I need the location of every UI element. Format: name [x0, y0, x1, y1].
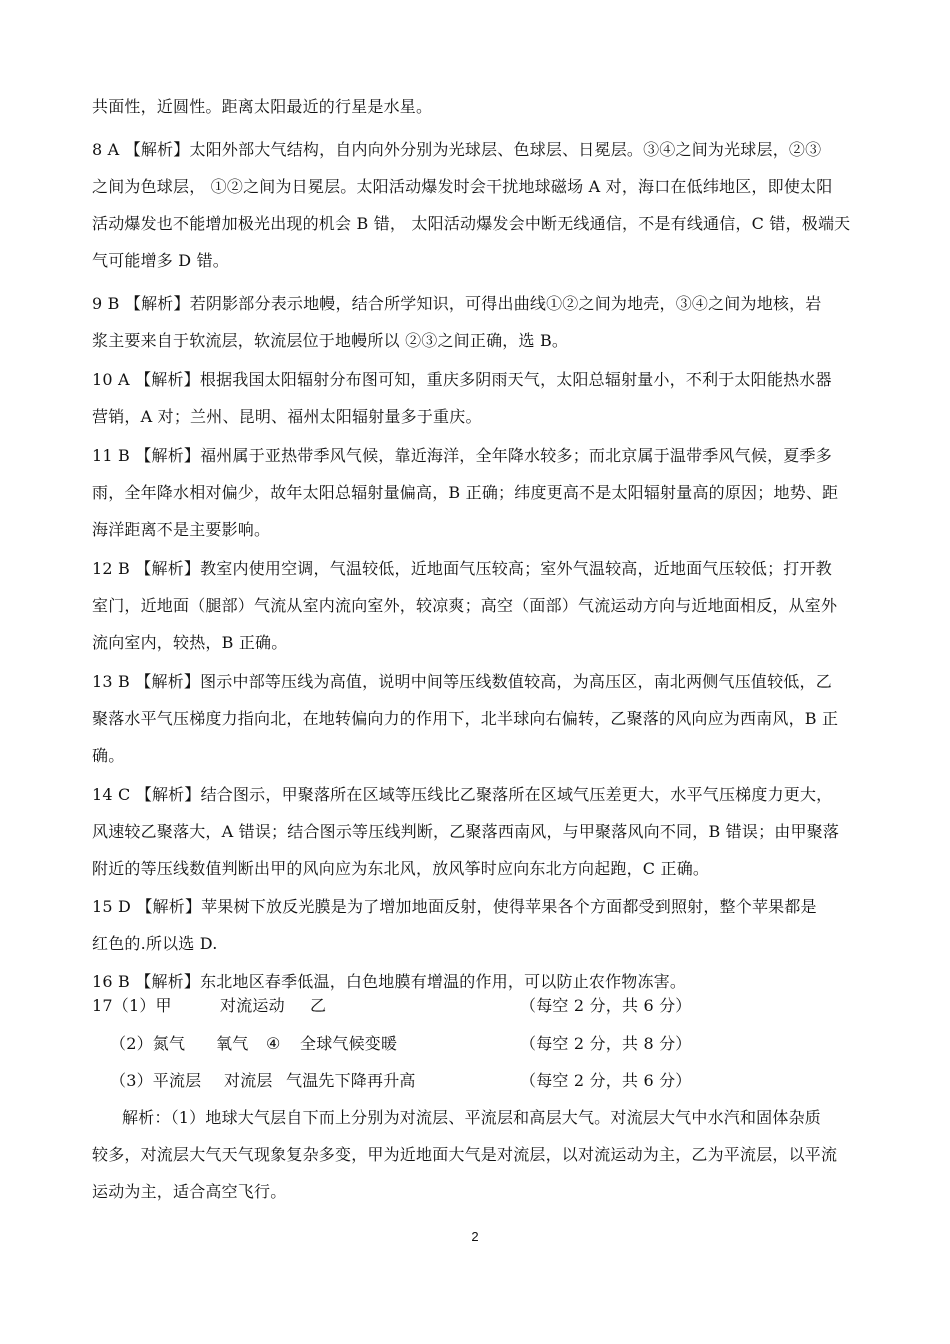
- q17-row-1: [92, 996, 872, 1016]
- q17-row-2-c: 全球气候变暖: [300, 1034, 398, 1053]
- text-line: 共面性，近圆性。距离太阳最近的行星是水星。: [92, 97, 433, 116]
- text-line: 14 C 【解析】结合图示，甲聚落所在区域等压线比乙聚落所在区域气压差更大，水平气压梯度力更大，: [92, 785, 833, 804]
- q17-row-2: [110, 1034, 890, 1054]
- q17-analysis-line-2: 较多，对流层大气天气现象复杂多变，甲为近地面大气是对流层，以对流运动为主，乙为平流层，以平流: [92, 1145, 838, 1164]
- text-line: 聚落水平气压梯度力指向北，在地转偏向力的作用下，北半球向右偏转，乙聚落的风向应为西南风，B 正: [92, 709, 839, 728]
- text-line: 浆主要来自于软流层，软流层位于地幔所以 ②③之间正确，选 B。: [92, 331, 569, 350]
- q17-row-2-score: （每空 2 分，共 8 分）: [520, 1034, 692, 1053]
- q17-row-3-a: 对流层: [224, 1071, 273, 1090]
- q17-row-3: [110, 1071, 890, 1091]
- text-line: 9 B 【解析】若阴影部分表示地幔，结合所学知识，可得出曲线①②之间为地壳，③④之间为地核，岩: [92, 294, 822, 313]
- q17-row-3-b: 气温先下降再升高: [286, 1071, 416, 1090]
- q17-row-3-score: （每空 2 分，共 6 分）: [520, 1071, 692, 1090]
- q17-row-2-label: （2）氮气: [110, 1034, 186, 1053]
- q17-row-1-b: 乙: [310, 996, 327, 1015]
- text-line: 风速较乙聚落大，A 错误；结合图示等压线判断，乙聚落西南风，与甲聚落风向不同，B 错误；由甲聚落: [92, 822, 840, 841]
- q17-analysis-line-1: 解析：（1）地球大气层自下而上分别为对流层、平流层和高层大气。对流层大气中水汽和固体杂质: [122, 1108, 821, 1127]
- text-line: 附近的等压线数值判断出甲的风向应为东北风，放风筝时应向东北方向起跑，C 正确。: [92, 859, 710, 878]
- text-line: 流向室内，较热，B 正确。: [92, 633, 288, 652]
- q17-row-1-score: （每空 2 分，共 6 分）: [520, 996, 692, 1015]
- text-line: 气可能增多 D 错。: [92, 251, 230, 270]
- text-line: 10 A 【解析】根据我国太阳辐射分布图可知，重庆多阴雨天气，太阳总辐射量小，不利于太阳能热水器: [92, 370, 832, 389]
- q17-row-2-b: ④: [266, 1034, 281, 1053]
- q17-analysis-line-3: 运动为主，适合高空飞行。: [92, 1182, 287, 1201]
- q17-row-3-label: （3）平流层: [110, 1071, 202, 1090]
- text-line: 营销，A 对；兰州、昆明、福州太阳辐射量多于重庆。: [92, 407, 482, 426]
- q17-row-2-a: 氧气: [216, 1034, 249, 1053]
- text-line: 海洋距离不是主要影响。: [92, 520, 271, 539]
- text-line: 8 A 【解析】太阳外部大气结构，自内向外分别为光球层、色球层、日冕层。③④之间为光球层，②③: [92, 140, 822, 159]
- text-line: 16 B 【解析】东北地区春季低温，白色地膜有增温的作用，可以防止农作物冻害。: [92, 972, 687, 991]
- text-line: 确。: [92, 746, 125, 765]
- text-line: 活动爆发也不能增加极光出现的机会 B 错， 太阳活动爆发会中断无线通信，不是有线通信，C 错，极端天: [92, 214, 851, 233]
- q17-row-1-a: 对流运动: [220, 996, 285, 1015]
- text-line: 12 B 【解析】教室内使用空调，气温较低，近地面气压较高；室外气温较高，近地面气压较低；打开教: [92, 559, 832, 578]
- text-line: 13 B 【解析】图示中部等压线为高值，说明中间等压线数值较高，为高压区，南北两侧气压值较低，乙: [92, 672, 832, 691]
- page-number: 2: [471, 1229, 479, 1244]
- text-line: 红色的.所以选 D.: [92, 934, 218, 953]
- text-line: 15 D 【解析】苹果树下放反光膜是为了增加地面反射，使得苹果各个方面都受到照射，整个苹果都是: [92, 897, 817, 916]
- text-line: 室门，近地面（腿部）气流从室内流向室外，较凉爽；高空（面部）气流运动方向与近地面相反，从室外: [92, 596, 838, 615]
- text-line: 雨，全年降水相对偏少，故年太阳总辐射量偏高，B 正确；纬度更高不是太阳辐射量高的原因；地势、距: [92, 483, 839, 502]
- q17-row-1-label: 17（1）甲: [92, 996, 172, 1015]
- text-line: 11 B 【解析】福州属于亚热带季风气候，靠近海洋，全年降水较多；而北京属于温带季风气候，夏季多: [92, 446, 832, 465]
- text-line: 之间为色球层， ①②之间为日冕层。太阳活动爆发时会干扰地球磁场 A 对，海口在低纬地区，即使太阳: [92, 177, 833, 196]
